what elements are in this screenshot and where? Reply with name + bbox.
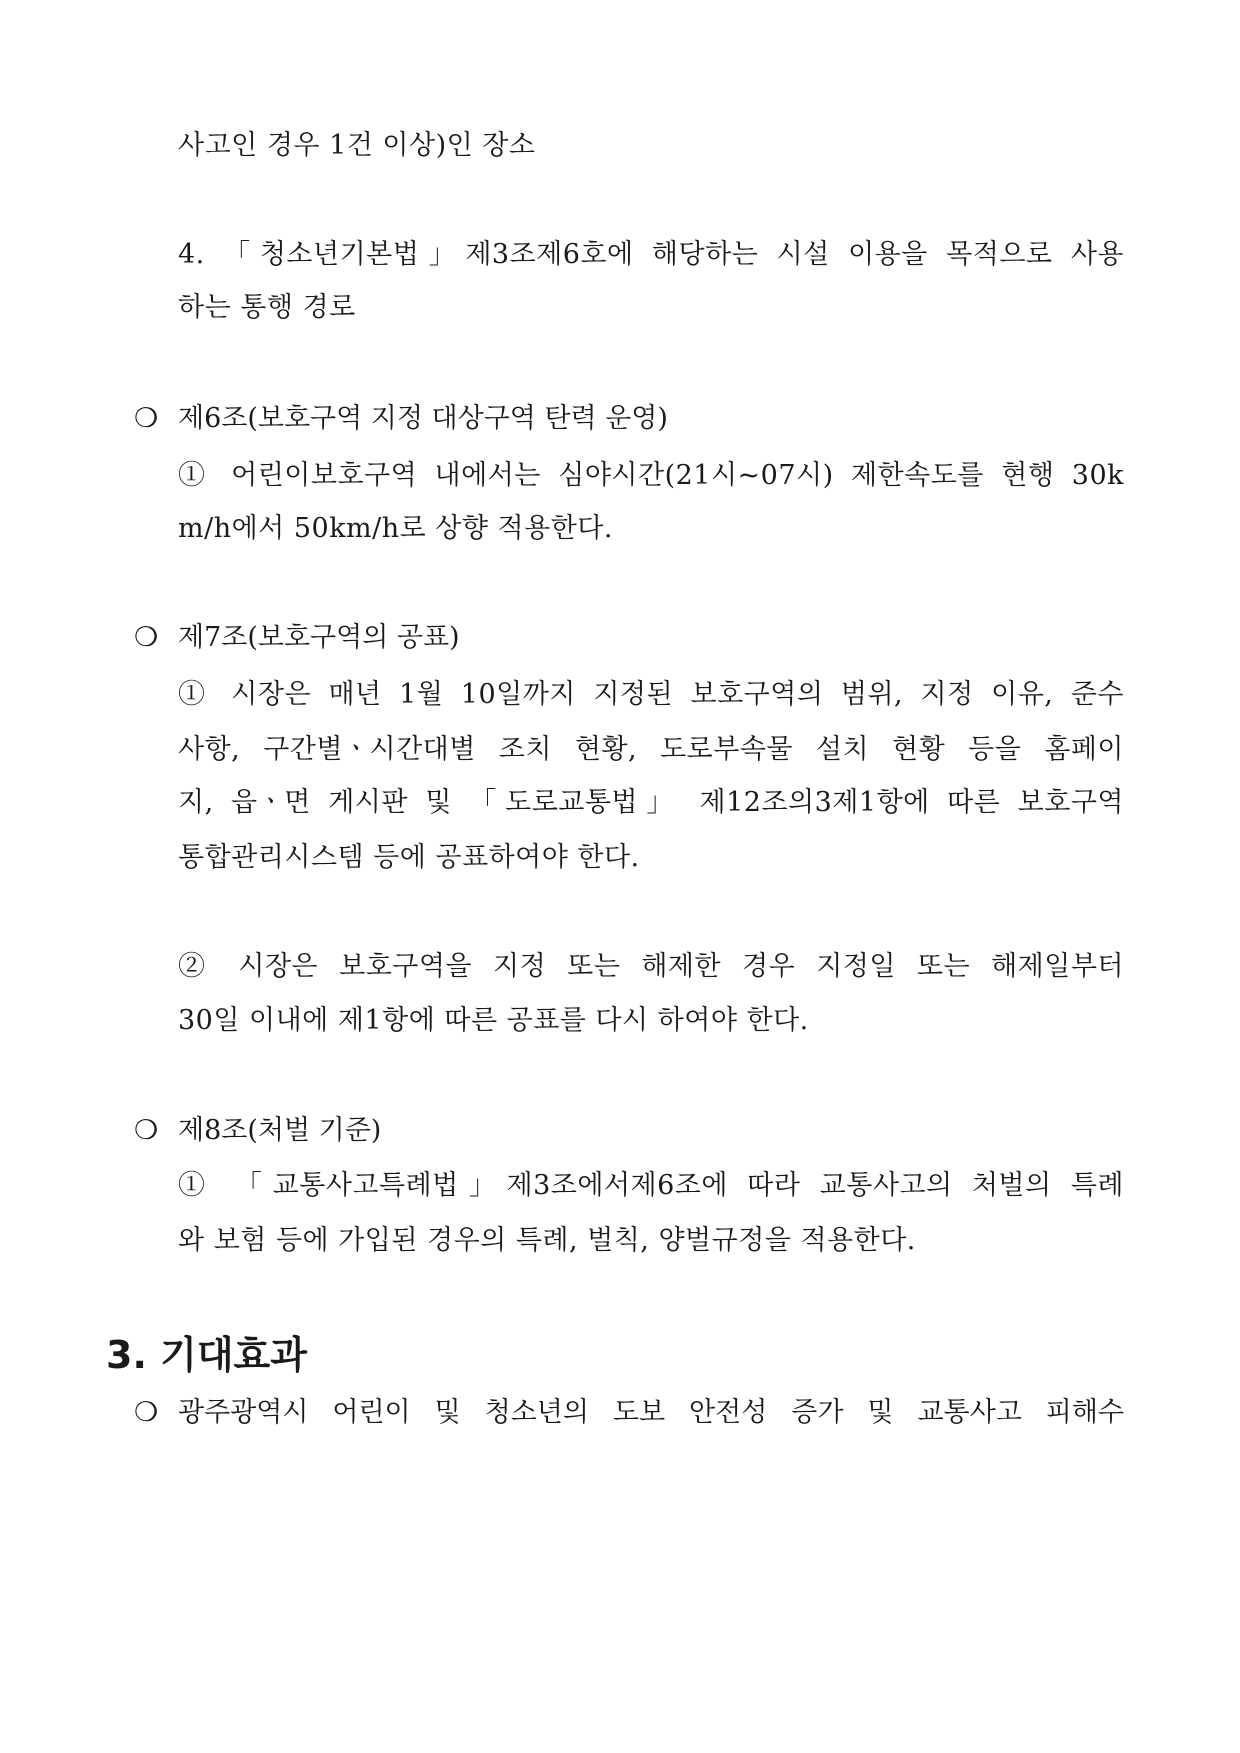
article-8-paragraph-1-line-1: ① 「교통사고특례법」제3조에서제6조에 따라 교통사고의 처벌의 특례 (178, 1170, 1124, 1201)
section-3-heading: 3. 기대효과 (106, 1333, 307, 1377)
circle-bullet-icon: ❍ (134, 1397, 159, 1428)
section-3-bullet-line (134, 1395, 1124, 1431)
article-8-heading (134, 1113, 381, 1149)
section-3-line-1: 광주광역시 어린이 및 청소년의 도보 안전성 증가 및 교통사고 피해수 (178, 1397, 1124, 1428)
article-6-title: 제6조(보호구역 지정 대상구역 탄력 운영) (178, 403, 668, 434)
article-7-paragraph-1-line-3: 지, 읍ㆍ면 게시판 및 「도로교통법」 제12조의3제1항에 따른 보호구역 (178, 787, 1124, 818)
article-6-paragraph-1-line-1: ① 어린이보호구역 내에서는 심야시간(21시~07시) 제한속도를 현행 30k (178, 460, 1124, 491)
article-7-paragraph-1-line-2: 사항, 구간별ㆍ시간대별 조치 현황, 도로부속물 설치 현황 등을 홈페이 (178, 734, 1124, 765)
circle-bullet-icon: ❍ (134, 1115, 159, 1146)
article-7-paragraph-1-line-1: ① 시장은 매년 1월 10일까지 지정된 보호구역의 범위, 지정 이유, 준수 (178, 679, 1124, 710)
item-4-line-1: 4. 「청소년기본법」제3조제6호에 해당하는 시설 이용을 목적으로 사용 (178, 239, 1124, 270)
article-8-title: 제8조(처벌 기준) (178, 1115, 382, 1146)
circle-bullet-icon: ❍ (134, 403, 159, 434)
article-6-paragraph-1-line-2: m/h에서 50km/h로 상향 적용한다. (178, 513, 613, 544)
article-6-heading (134, 401, 668, 437)
article-7-title: 제7조(보호구역의 공표) (178, 622, 460, 653)
article-7-paragraph-2-line-1: ② 시장은 보호구역을 지정 또는 해제한 경우 지정일 또는 해제일부터 (178, 951, 1124, 982)
article-7-paragraph-1-line-4: 통합관리시스템 등에 공표하여야 한다. (178, 842, 640, 873)
article-7-paragraph-2-line-2: 30일 이내에 제1항에 따른 공표를 다시 하여야 한다. (178, 1005, 809, 1036)
continuation-line: 사고인 경우 1건 이상)인 장소 (178, 130, 536, 161)
item-4-line-2: 하는 통행 경로 (178, 292, 356, 323)
circle-bullet-icon: ❍ (134, 622, 159, 653)
article-8-paragraph-1-line-2: 와 보험 등에 가입된 경우의 특례, 벌칙, 양벌규정을 적용한다. (178, 1225, 916, 1256)
article-7-heading (134, 620, 460, 656)
